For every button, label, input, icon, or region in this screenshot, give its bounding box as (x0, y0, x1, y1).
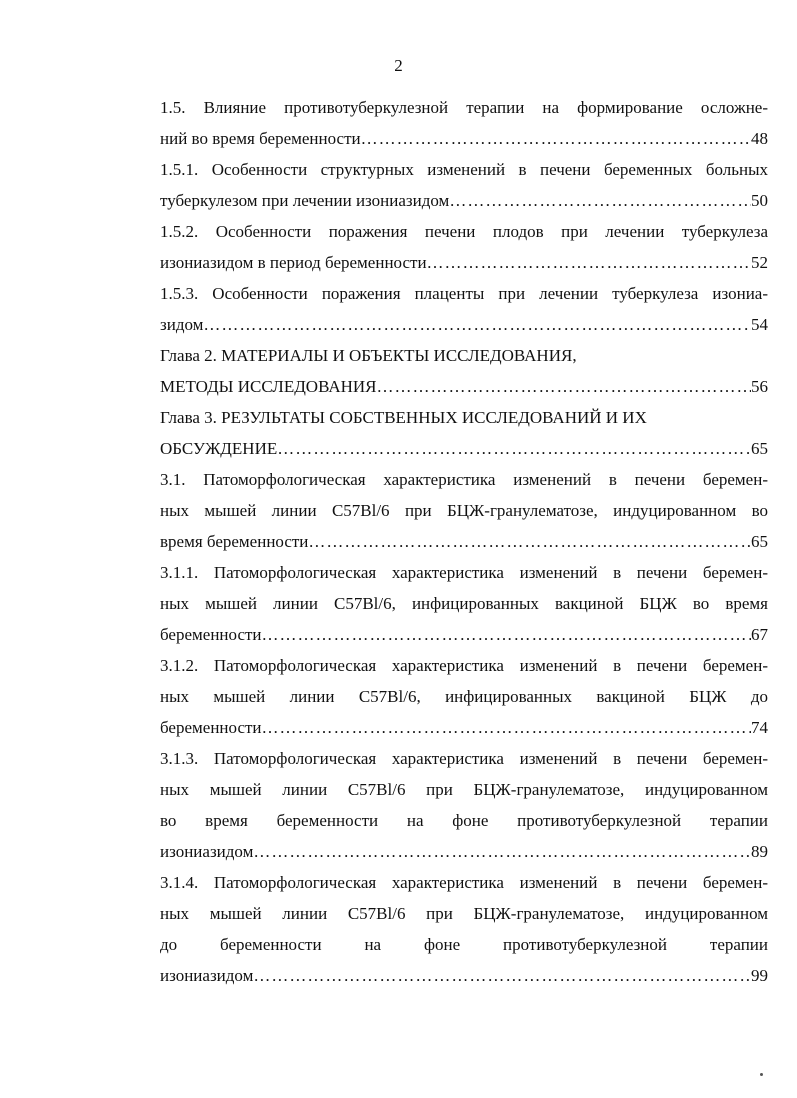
dot-leader (361, 123, 751, 154)
toc-entry-line: ных мышей линии C57Bl/6 при БЦЖ-гранулематозе, индуцированном (160, 780, 768, 799)
toc-entry-line: 1.5.1. Особенности структурных изменений в печени беременных больных (160, 160, 768, 179)
toc-entry-title-end: изониазидом (160, 966, 254, 985)
toc-entry-last-line (160, 836, 768, 867)
toc-entry-line: 3.1.4. Патоморфологическая характеристика изменений в печени беремен- (160, 873, 768, 892)
toc-page-number: 48 (751, 129, 768, 148)
toc-entry-1-5 (160, 92, 768, 154)
toc-entry-title-end: зидом (160, 315, 204, 334)
dot-leader (308, 526, 751, 557)
toc-entry-last-line (160, 123, 768, 154)
toc-page-number: 67 (751, 625, 768, 644)
scan-speck-mark (760, 1073, 763, 1076)
toc-page-number: 99 (751, 966, 768, 985)
dot-leader (253, 836, 751, 867)
toc-entry-line: ных мышей линии C57Bl/6, инфицированных вакциной БЦЖ до (160, 687, 768, 706)
toc-entry-3-1-4 (160, 867, 768, 991)
toc-page-number: 65 (751, 439, 768, 458)
dot-leader (262, 712, 751, 743)
toc-page-number: 65 (751, 532, 768, 551)
toc-entry-line: 1.5. Влияние противотуберкулезной терапии на формирование осложне- (160, 98, 768, 117)
toc-entry-line: 3.1.1. Патоморфологическая характеристика изменений в печени беремен- (160, 563, 768, 582)
toc-entry-title-end: ОБСУЖДЕНИЕ (160, 439, 278, 458)
toc-page-number: 89 (751, 842, 768, 861)
toc-entry-chapter-3 (160, 402, 768, 464)
toc-entry-last-line (160, 619, 768, 650)
toc-page-number: 52 (751, 253, 768, 272)
toc-entry-1-5-1 (160, 154, 768, 216)
toc-entry-title-end: ний во время беременности (160, 129, 361, 148)
dot-leader (277, 433, 751, 464)
toc-entry-title-end: изониазидом в период беременности (160, 253, 427, 272)
toc-entry-title-end: туберкулезом при лечении изониазидом (160, 191, 450, 210)
toc-entry-last-line (160, 371, 768, 402)
toc-entry-1-5-3 (160, 278, 768, 340)
dot-leader (253, 960, 751, 991)
toc-entry-line: 3.1.3. Патоморфологическая характеристика изменений в печени беремен- (160, 749, 768, 768)
toc-entry-last-line (160, 247, 768, 278)
toc-page-number: 54 (751, 315, 768, 334)
toc-entry-line: ных мышей линии C57Bl/6, инфицированных вакциной БЦЖ во время (160, 594, 768, 613)
toc-entry-line: 1.5.3. Особенности поражения плаценты при лечении туберкулеза изониа- (160, 284, 768, 303)
toc-entry-line: ных мышей линии C57Bl/6 при БЦЖ-гранулематозе, индуцированном во (160, 501, 768, 520)
toc-page-number: 56 (751, 377, 768, 396)
toc-entry-last-line (160, 526, 768, 557)
table-of-contents (160, 92, 768, 991)
dot-leader (203, 309, 751, 340)
toc-entry-last-line (160, 309, 768, 340)
toc-entry-last-line (160, 960, 768, 991)
toc-entry-1-5-2 (160, 216, 768, 278)
toc-entry-3-1-1 (160, 557, 768, 650)
toc-entry-line: 3.1. Патоморфологическая характеристика изменений в печени беремен- (160, 470, 768, 489)
toc-entry-line: 1.5.2. Особенности поражения печени плодов при лечении туберкулеза (160, 222, 768, 241)
toc-page-number: 50 (751, 191, 768, 210)
toc-page-number: 74 (751, 718, 768, 737)
dot-leader (449, 185, 751, 216)
toc-entry-title-end: беременности (160, 625, 262, 644)
toc-entry-last-line (160, 433, 768, 464)
toc-entry-3-1-3 (160, 743, 768, 867)
toc-entry-3-1 (160, 464, 768, 557)
toc-entry-chapter-2 (160, 340, 768, 402)
toc-entry-last-line (160, 185, 768, 216)
toc-entry-title-end: изониазидом (160, 842, 254, 861)
toc-entry-line: 3.1.2. Патоморфологическая характеристика изменений в печени беремен- (160, 656, 768, 675)
toc-entry-line: ных мышей линии C57Bl/6 при БЦЖ-гранулематозе, индуцированном (160, 904, 768, 923)
toc-entry-line: Глава 2. МАТЕРИАЛЫ И ОБЪЕКТЫ ИССЛЕДОВАНИЯ, (160, 346, 577, 365)
toc-entry-last-line (160, 712, 768, 743)
page-number: 2 (394, 56, 403, 75)
dot-leader (262, 619, 751, 650)
toc-entry-title-end: беременности (160, 718, 262, 737)
dot-leader (427, 247, 751, 278)
dot-leader (377, 371, 751, 402)
toc-entry-title-end: время беременности (160, 532, 309, 551)
toc-entry-line: до беременности на фоне противотуберкулезной терапии (160, 935, 768, 954)
toc-entry-line: во время беременности на фоне противотуберкулезной терапии (160, 811, 768, 830)
toc-entry-title-end: МЕТОДЫ ИССЛЕДОВАНИЯ (160, 377, 377, 396)
toc-entry-line: Глава 3. РЕЗУЛЬТАТЫ СОБСТВЕННЫХ ИССЛЕДОВАНИЙ И ИХ (160, 408, 647, 427)
toc-entry-3-1-2 (160, 650, 768, 743)
